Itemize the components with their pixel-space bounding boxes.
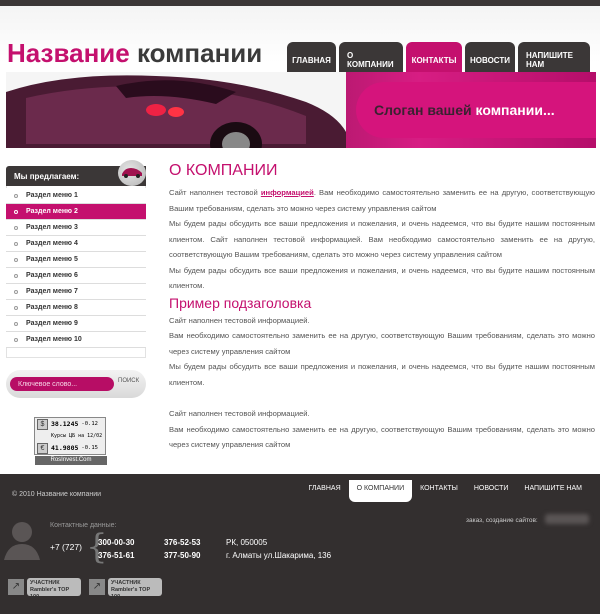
rambler-badge-2[interactable] [89,578,162,600]
sidebar-item-label: Раздел меню 4 [26,240,78,247]
sidebar-item-8[interactable] [6,300,146,316]
site-logo[interactable] [7,38,262,69]
counters [8,578,162,600]
car-icon [118,160,146,186]
sidebar-item-1[interactable] [6,188,146,204]
footer-nav [301,480,590,502]
badge-line-1: УЧАСТНИК [30,580,60,586]
sidebar-item-6[interactable] [6,268,146,284]
footer [0,474,600,614]
car-image [6,72,346,148]
subheading: Пример подзаголовка [169,294,312,311]
phone-number[interactable]: 376-51-61 [98,551,135,560]
footer-nav-about[interactable]: О КОМПАНИИ [349,480,412,502]
paragraph-3: Мы будем рады обсудить все ваши предложения и пожелания, и очень надеемся, что вы будите нашим постоянным клиентом. [169,265,595,290]
bullet-icon [14,226,18,230]
paragraph-8: Вам необходимо самостоятельно заменить ее на другую, соответствующую Вашим требованиям, сделать это можно через систему управления сайтом [169,424,595,449]
sidebar-item-label: Раздел меню 5 [26,256,78,263]
sidebar-title: Мы предлагаем: [6,166,146,186]
sidebar-item-2[interactable] [6,204,146,220]
bullet-icon [14,322,18,326]
p1-after: . Вам необходимо самостоятельно заменить ее на другую, соответствующую Вашим требованиям, сделать это можно через систему управления сайтом [169,188,595,213]
rates-source-link[interactable]: RosInvest.Com [35,456,107,465]
address-line-2: г. Алматы ул.Шакарима, 136 [226,551,332,560]
paragraph-1 [169,185,595,216]
sidebar-item-label: Раздел меню 3 [26,224,78,231]
usd-rate-value: 38.1245 [51,420,79,428]
nav-tab-news[interactable]: НОВОСТИ [465,42,515,78]
badge-line-2: Rambler's TOP 100 [111,587,151,600]
sidebar-menu [6,188,146,348]
sidebar-item-10[interactable] [6,332,146,348]
nav-tab-home[interactable]: ГЛАВНАЯ [287,42,336,78]
rates-label: Курсы ЦБ на [51,433,85,439]
footer-nav-news[interactable]: НОВОСТИ [473,485,509,492]
made-by-label: заказ, создание сайтов: [466,517,538,524]
search-button[interactable]: ПОИСК [118,378,140,384]
rate-row-date [35,430,105,442]
bullet-icon [14,274,18,278]
footer-nav-home[interactable]: ГЛАВНАЯ [308,485,341,492]
usd-rate-delta: -0.12 [81,421,98,427]
rambler-badge-1[interactable] [8,578,81,600]
bullet-icon [14,306,18,310]
phone-number[interactable]: 376-52-53 [164,538,201,547]
euro-icon: € [37,443,48,454]
eur-rate-value: 41.9805 [51,444,79,452]
sidebar-item-label: Раздел меню 8 [26,304,78,311]
developer-link[interactable] [545,514,589,524]
main-content [169,162,595,453]
header-banner [6,72,596,148]
paragraph-6: Мы будем рады обсудить все ваши предложения и пожелания, и очень надеемся, что вы будите нашим постоянным клиентом. [169,362,595,387]
bullet-icon [14,242,18,246]
sidebar-item-label: Раздел меню 2 [26,208,78,215]
sidebar-item-label: Раздел меню 9 [26,320,78,327]
paragraph-7: Сайт наполнен тестовой информацией. [169,409,310,418]
footer-nav-contacts[interactable]: КОНТАКТЫ [420,485,458,492]
badge-label [27,578,81,600]
phone-number[interactable]: 377-50-90 [164,551,201,560]
phones-col-1 [98,536,134,562]
slogan-suffix: ... [542,102,555,118]
info-link[interactable]: информацией [260,188,314,197]
address-line-1: РК, 050005 [226,538,268,547]
phones-col-2 [164,536,200,562]
sidebar-item-7[interactable] [6,284,146,300]
dollar-icon: $ [37,419,48,430]
slogan-box [356,82,596,138]
search-input[interactable]: Ключевое слово... [10,377,114,391]
sidebar-item-label: Раздел меню 10 [26,336,82,343]
p1-before: Сайт наполнен тестовой [169,188,258,197]
bullet-icon [14,194,18,198]
rates-date: 12/02 [87,433,103,439]
sidebar-item-label: Раздел меню 6 [26,272,78,279]
search-box [6,370,146,398]
sidebar-item-label: Раздел меню 1 [26,192,78,199]
badge-line-1: УЧАСТНИК [111,580,141,586]
logo-part-1: Название [7,38,130,68]
sidebar-item-9[interactable] [6,316,146,332]
brace-icon: { [86,527,108,567]
sidebar-item-3[interactable] [6,220,146,236]
phone-number[interactable]: 300-00-30 [98,538,135,547]
paragraph-2: Мы будем рады обсудить все ваши предложения и пожелания, и очень надеемся, что вы будите нашим постоянным клиентом. Сайт наполнен тестовой информацией. Вам необходимо самостоятельно заменить ее на другую, соответствующую Вашим требованиям, сделать это можно через систему управления сайтом [169,219,595,259]
sidebar-item-4[interactable] [6,236,146,252]
currency-rates-widget[interactable] [34,417,106,463]
nav-tab-contacts[interactable]: КОНТАКТЫ [406,42,462,78]
arrow-icon: ↗ [89,579,105,595]
address [226,536,331,562]
footer-nav-write-us[interactable]: НАПИШИТЕ НАМ [524,485,582,492]
badge-label [108,578,162,600]
area-code: +7 (727) [50,542,82,552]
badge-line-2: Rambler's TOP 100 [30,587,70,600]
page-title: О КОМПАНИИ [169,162,278,179]
contact-label: Контактные данные: [50,522,117,529]
sidebar-item-label: Раздел меню 7 [26,288,78,295]
nav-tab-about[interactable]: О КОМПАНИИ [339,42,403,78]
person-icon [4,518,44,560]
logo-part-2: компании [136,38,263,68]
nav-tab-write-us[interactable]: НАПИШИТЕ НАМ [518,42,590,78]
bullet-icon [14,290,18,294]
arrow-icon: ↗ [8,579,24,595]
slogan-part-1: Слоган вашей [374,102,472,118]
paragraph-4: Сайт наполнен тестовой информацией. [169,315,310,325]
paragraph-5: Вам необходимо самостоятельно заменить ее на другую, соответствующую Вашим требованиям, сделать это можно через систему управления сайтом [169,331,595,356]
bullet-icon [14,338,18,342]
slogan [374,102,555,118]
eur-rate-delta: -0.15 [81,445,98,451]
bullet-icon [14,258,18,262]
slogan-part-2: компании [475,102,543,118]
sidebar-item-5[interactable] [6,252,146,268]
copyright: © 2010 Название компании [12,491,102,498]
bullet-icon [14,210,18,214]
